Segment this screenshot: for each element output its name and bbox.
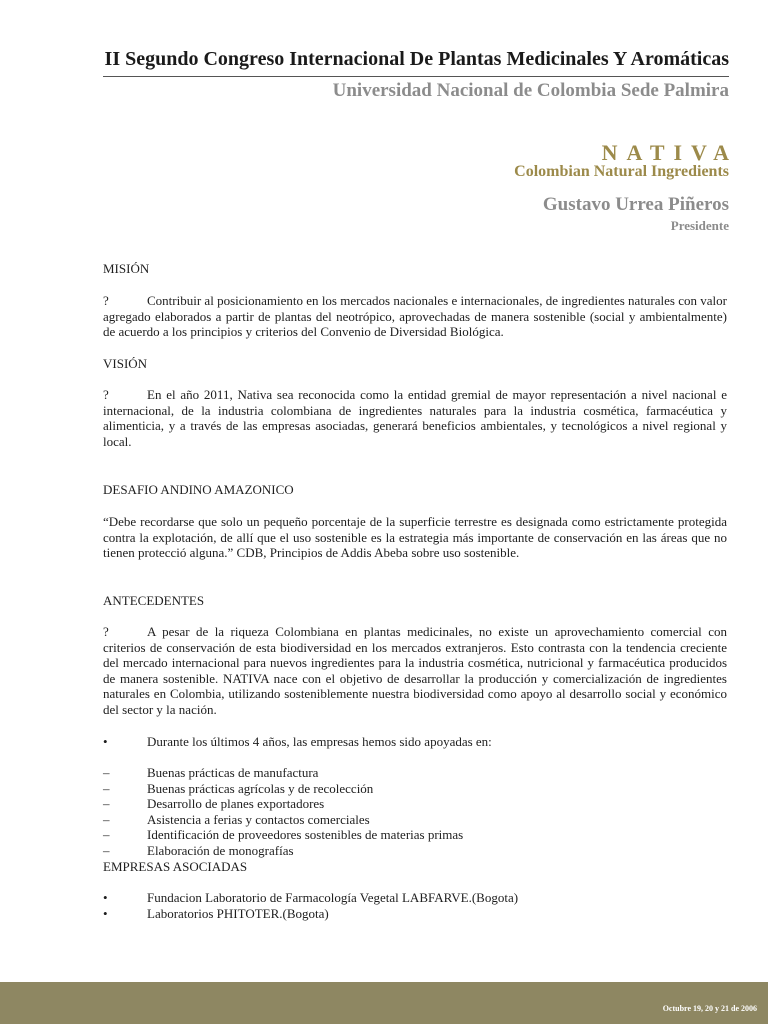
dash-marker: – (103, 827, 110, 843)
list-item (103, 796, 463, 812)
organization-name: NATIVA (601, 140, 738, 165)
speaker-name: Gustavo Urrea Piñeros (542, 194, 729, 215)
empresas-heading: EMPRESAS ASOCIADAS (103, 859, 248, 874)
mision-bullet: ? (103, 293, 109, 308)
dash-marker: – (103, 780, 110, 796)
empresas-list (103, 890, 518, 921)
list-item (103, 906, 518, 922)
mision-section (103, 293, 727, 340)
congress-title: II Segundo Congreso Internacional De Plantas Medicinales Y Aromáticas (104, 48, 729, 70)
list-item (103, 765, 463, 781)
mision-paragraph (103, 293, 727, 340)
dash-marker: – (103, 765, 110, 780)
university-subtitle: Universidad Nacional de Colombia Sede Palmira (332, 80, 729, 101)
support-item: Identificación de proveedores sostenibles de materias primas (147, 827, 464, 843)
header-divider (103, 76, 729, 77)
vision-section (103, 387, 727, 449)
page-footer (0, 982, 768, 1024)
organization-tagline: Colombian Natural Ingredients (514, 163, 729, 180)
mision-text: Contribuir al posicionamiento en los mercados nacionales e internacionales, de ingredientes naturales con valor agregado elaborados a partir de plantas del neotrópico, aprovechadas de manera sostenible (social y ambientalmente) de acuerdo a los principios y criterios del Convenio de Diversidad Biológica. (103, 293, 727, 340)
antecedentes-section (103, 624, 727, 718)
support-item: Asistencia a ferias y contactos comerciales (147, 811, 370, 827)
support-item: Desarrollo de planes exportadores (147, 796, 325, 812)
vision-paragraph (103, 387, 727, 449)
support-intro-text: Durante los últimos 4 años, las empresas hemos sido apoyadas en: (147, 734, 492, 749)
desafio-section (103, 514, 727, 561)
support-item: Buenas prácticas agrícolas y de recolección (147, 780, 374, 796)
vision-bullet: ? (103, 387, 109, 402)
dash-marker: – (103, 842, 110, 858)
antecedentes-bullet: ? (103, 624, 109, 639)
list-item (103, 812, 463, 828)
bullet-marker: • (103, 734, 108, 749)
antecedentes-heading: ANTECEDENTES (103, 593, 205, 608)
support-list (103, 765, 463, 859)
support-intro (103, 734, 492, 750)
company-name: Fundacion Laboratorio de Farmacología Vegetal LABFARVE.(Bogota) (147, 890, 519, 905)
antecedentes-paragraph (103, 624, 727, 718)
desafio-quote: “Debe recordarse que solo un pequeño porcentaje de la superficie terrestre es designada como estrictamente protegida contra la explotación, de allí que el uso sostenible es la estrategia más importante de conservación en las áreas que no tienen protecció alguna.” CDB, Principios de Addis Abeba sobre uso sostenible. (103, 514, 727, 561)
dash-marker: – (103, 811, 110, 827)
vision-text: En el año 2011, Nativa sea reconocida como la entidad gremial de mayor representación a nivel nacional e internacional, de la industria colombiana de ingredientes naturales para la industria cosmética, farmacéutica y alimenticia, y a través de las empresas asociadas, generará beneficios ambientales, y tecnológicos a nivel regional y local. (103, 387, 727, 449)
desafio-heading: DESAFIO ANDINO AMAZONICO (103, 482, 294, 497)
list-item (103, 827, 463, 843)
company-name: Laboratorios PHITOTER.(Bogota) (147, 905, 329, 921)
bullet-marker: • (103, 890, 108, 905)
vision-heading: VISIÓN (103, 356, 148, 371)
support-item: Elaboración de monografías (147, 842, 294, 858)
list-item (103, 734, 492, 750)
dash-marker: – (103, 796, 110, 812)
speaker-role: Presidente (670, 218, 729, 233)
list-item (103, 890, 518, 906)
list-item (103, 843, 463, 859)
bullet-marker: • (103, 905, 108, 921)
mision-heading: MISIÓN (103, 261, 150, 276)
support-item: Buenas prácticas de manufactura (147, 765, 319, 780)
antecedentes-text: A pesar de la riqueza Colombiana en plantas medicinales, no existe un aprovechamiento comercial con criterios de conservación de esta biodiversidad en los mercados extranjeros. Esto contrasta con la tendencia creciente del mercado internacional para nuevos ingredientes para la industria cosmética, nutricional y farmacéutica producidos de manera sostenible. NATIVA nace con el objetivo de desarrollar la producción y comercialización de ingredientes naturales en Colombia, utilizando sosteniblemente nuestra biodiversidad como apoyo al desarrollo social y económico del sector y la nación. (103, 624, 727, 717)
list-item (103, 781, 463, 797)
event-dates: Octubre 19, 20 y 21 de 2006 (662, 1004, 757, 1013)
